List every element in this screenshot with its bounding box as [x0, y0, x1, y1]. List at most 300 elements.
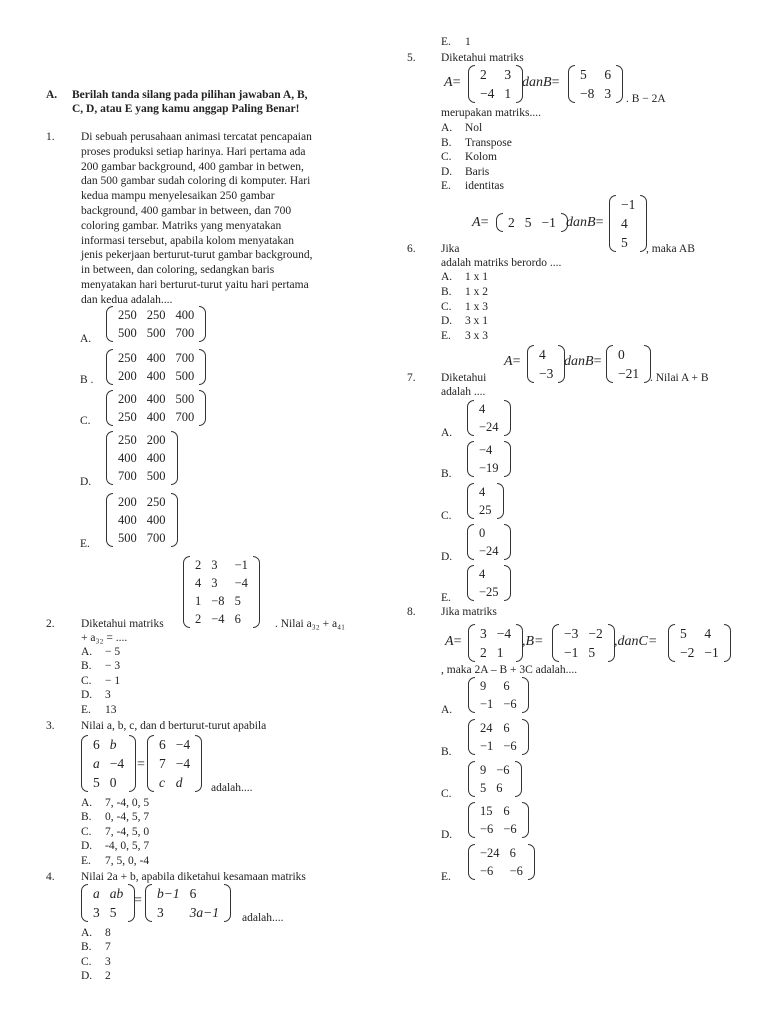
q1-text-line: proses produksi setiap harinya. Hari pertama ada — [81, 145, 306, 158]
matrix-cell: 2 — [480, 67, 487, 82]
option-label[interactable]: C. — [441, 788, 452, 800]
matrix-grid — [474, 441, 504, 477]
matrix-right-bracket — [504, 441, 511, 477]
matrix-cell: 3 — [504, 67, 512, 82]
option-label[interactable]: D. — [80, 476, 92, 488]
option-label[interactable]: E. — [441, 180, 451, 193]
option-text[interactable]: Transpose — [465, 136, 512, 149]
matrix-left-bracket — [468, 624, 475, 662]
matrix-grid — [154, 735, 195, 792]
q4-right-matrix — [145, 884, 231, 922]
matrix-cell: −4 — [175, 737, 191, 752]
option-label[interactable]: C. — [441, 300, 452, 313]
matrix-grid — [474, 565, 504, 601]
matrix-grid — [113, 493, 171, 547]
matrix-grid — [113, 431, 171, 485]
matrix-right-bracket — [171, 493, 178, 547]
option-text[interactable]: 7 — [105, 941, 111, 954]
matrix-left-bracket — [606, 345, 613, 383]
option-label[interactable]: A. — [441, 704, 453, 716]
option-matrix[interactable] — [468, 802, 529, 838]
matrix-cell: 3 — [211, 558, 218, 572]
matrix-cell: 4 — [539, 347, 546, 362]
q5-matrix-b — [568, 65, 623, 103]
matrix-grid — [474, 483, 497, 519]
option-matrix[interactable] — [467, 565, 511, 601]
matrix-cell: 250 — [146, 308, 166, 322]
matrix-grid — [475, 65, 516, 103]
option-label[interactable]: B. — [81, 660, 92, 673]
matrix-cell: a — [93, 886, 100, 901]
option-text[interactable]: 7, -4, 0, 5 — [105, 797, 150, 809]
q4-text: Nilai 2a + b, apabila diketahui kesamaan matriks — [81, 871, 306, 883]
matrix-cell: 5 — [480, 781, 487, 795]
matrix-cell: 5 — [588, 645, 596, 660]
matrix-grid — [559, 624, 608, 662]
matrix-left-bracket — [468, 677, 475, 713]
q8-matrix-a — [468, 624, 523, 662]
option-label[interactable]: C. — [80, 415, 91, 427]
matrix-left-bracket — [467, 524, 474, 560]
option-matrix[interactable] — [468, 844, 535, 880]
matrix-grid — [475, 802, 522, 838]
matrix-cell: −3 — [564, 626, 579, 641]
q8-a-label: A= — [445, 634, 462, 649]
matrix-cell: 5 — [580, 67, 587, 82]
matrix-grid — [474, 400, 504, 436]
option-label[interactable]: D. — [81, 689, 93, 702]
option-label[interactable]: D. — [441, 829, 453, 841]
option-text[interactable]: Baris — [465, 165, 490, 178]
matrix-right-bracket — [497, 483, 504, 519]
matrix-cell: 3 — [157, 905, 164, 920]
matrix-cell: −8 — [211, 594, 225, 608]
matrix-cell: −6 — [503, 739, 517, 753]
matrix-cell: 6 — [509, 846, 516, 860]
q8-line2: , maka 2A – B + 3C adalah.... — [441, 664, 578, 676]
matrix-cell: −6 — [496, 763, 510, 777]
q3-number: 3. — [46, 720, 55, 732]
matrix-cell: 3 — [480, 626, 487, 641]
q7-and-b: danB= — [564, 354, 602, 369]
option-label[interactable]: D. — [81, 840, 93, 853]
matrix-grid — [113, 390, 199, 426]
q6-line2: adalah matriks berordo .... — [441, 257, 562, 269]
option-label[interactable]: D. — [441, 315, 453, 328]
q5-matrix-a — [468, 65, 523, 103]
option-text[interactable]: − 1 — [105, 674, 121, 687]
matrix-cell: 700 — [175, 410, 195, 424]
matrix-left-bracket — [467, 483, 474, 519]
section-letter: A. — [46, 89, 58, 101]
option-text[interactable]: identitas — [465, 180, 504, 193]
q6-matrix-b — [609, 195, 647, 252]
matrix-cell: −6 — [509, 864, 523, 878]
matrix-right-bracket — [528, 844, 535, 880]
option-text[interactable]: Kolom — [465, 151, 497, 164]
instruction-line-1: Berilah tanda silang pada pilihan jawaban A, B, — [72, 89, 308, 101]
matrix-left-bracket — [81, 735, 88, 792]
q6-and-b: danB= — [566, 215, 604, 230]
option-label[interactable]: C. — [81, 674, 92, 687]
matrix-cell: 400 — [146, 513, 166, 527]
option-matrix[interactable] — [467, 400, 511, 436]
option-label[interactable]: C. — [81, 955, 92, 968]
option-matrix[interactable] — [106, 349, 206, 385]
option-text[interactable]: − 3 — [105, 660, 121, 673]
matrix-right-bracket — [616, 65, 623, 103]
matrix-cell: 6 — [604, 67, 612, 82]
q7-line2: adalah .... — [441, 386, 486, 398]
matrix-cell: 6 — [189, 886, 197, 901]
matrix-cell: 200 — [118, 495, 137, 509]
matrix-right-bracket — [504, 400, 511, 436]
matrix-cell: 700 — [175, 326, 195, 340]
option-label[interactable]: B. — [81, 811, 92, 824]
matrix-right-bracket — [224, 884, 231, 922]
option-label[interactable]: C. — [81, 825, 92, 838]
matrix-cell: a — [93, 756, 100, 771]
matrix-cell: c — [159, 775, 165, 790]
q2-line2: + a₃₂ = .... — [81, 632, 128, 644]
matrix-cell: 400 — [175, 308, 195, 322]
matrix-cell: 3a−1 — [189, 905, 219, 920]
q6-a-label: A= — [472, 215, 489, 230]
matrix-left-bracket — [106, 493, 113, 547]
matrix-cell: d — [175, 775, 183, 790]
matrix-cell: 250 — [118, 351, 137, 365]
option-label[interactable]: E. — [81, 703, 91, 716]
matrix-grid — [113, 306, 199, 342]
matrix-left-bracket — [468, 844, 475, 880]
option-label[interactable]: E. — [81, 854, 91, 867]
matrix-cell: b−1 — [157, 886, 180, 901]
matrix-left-bracket — [468, 761, 475, 797]
matrix-cell: −24 — [480, 846, 500, 860]
q5-text: Diketahui matriks — [441, 52, 524, 64]
matrix-right-bracket — [504, 565, 511, 601]
matrix-cell: 2 — [508, 215, 515, 230]
matrix-cell: −1 — [541, 215, 556, 230]
matrix-cell: −4 — [479, 443, 493, 457]
matrix-cell: 9 — [480, 679, 487, 693]
matrix-left-bracket — [496, 213, 503, 232]
matrix-grid — [675, 624, 724, 662]
matrix-cell: 0 — [109, 775, 117, 790]
matrix-cell: 400 — [118, 513, 137, 527]
option-matrix[interactable] — [106, 493, 178, 547]
q1-text-line: dan kedua adalah.... — [81, 293, 173, 306]
option-label[interactable]: B. — [441, 285, 452, 298]
q2-matrix — [183, 556, 260, 628]
matrix-grid — [474, 524, 504, 560]
q1-text-line: informasi tersebut, apabila kolom menyatakan — [81, 234, 295, 247]
matrix-grid — [475, 624, 516, 662]
q6-number: 6. — [407, 243, 416, 255]
matrix-cell: 2 — [195, 612, 202, 626]
option-label[interactable]: E. — [441, 592, 451, 604]
matrix-cell: 5 — [524, 215, 532, 230]
option-text[interactable]: 8 — [105, 927, 111, 939]
matrix-left-bracket — [106, 390, 113, 426]
matrix-cell: 6 — [159, 737, 166, 752]
option-label[interactable]: C. — [441, 510, 452, 522]
matrix-right-bracket — [253, 556, 260, 628]
matrix-cell: 400 — [146, 351, 166, 365]
q8-matrix-b — [552, 624, 615, 662]
option-label[interactable]: C. — [441, 151, 452, 164]
option-label[interactable]: A. — [81, 927, 93, 939]
option-matrix[interactable] — [106, 306, 206, 342]
matrix-cell: −8 — [580, 86, 595, 101]
matrix-cell: −4 — [211, 612, 225, 626]
q1-text-line: Di sebuah perusahaan animasi tercatat pencapaian — [81, 131, 312, 143]
option-text[interactable]: 3 x 3 — [465, 330, 488, 343]
matrix-cell: −4 — [234, 576, 248, 590]
option-text[interactable]: 1 x 3 — [465, 300, 488, 313]
matrix-right-bracket — [199, 349, 206, 385]
matrix-cell: 4 — [621, 216, 628, 231]
matrix-cell: 9 — [480, 763, 487, 777]
matrix-cell: 700 — [146, 531, 166, 545]
matrix-cell: 5 — [93, 775, 100, 790]
option-matrix[interactable] — [468, 719, 529, 755]
matrix-right-bracket — [724, 624, 731, 662]
option-text[interactable]: 0, -4, 5, 7 — [105, 811, 150, 824]
matrix-grid — [616, 195, 640, 252]
matrix-cell: 200 — [146, 433, 166, 447]
option-matrix[interactable] — [468, 761, 522, 797]
matrix-cell: −1 — [480, 739, 494, 753]
q6-matrix-a — [496, 213, 568, 232]
q1-text-line: dan 500 gambar sudah coloring di komputer. Hari — [81, 175, 311, 188]
matrix-left-bracket — [609, 195, 616, 252]
matrix-right-bracket — [522, 677, 529, 713]
matrix-cell: −4 — [496, 626, 512, 641]
option-label[interactable]: E. — [441, 330, 451, 343]
option-label[interactable]: B. — [441, 746, 452, 758]
matrix-left-bracket — [106, 431, 113, 485]
q4-number: 4. — [46, 871, 55, 883]
option-label[interactable]: B. — [441, 468, 452, 480]
matrix-grid — [190, 556, 253, 628]
q5-and-b: danB= — [522, 75, 560, 90]
matrix-left-bracket — [467, 565, 474, 601]
option-text[interactable]: 1 x 1 — [465, 271, 488, 283]
matrix-left-bracket — [568, 65, 575, 103]
option-label[interactable]: B. — [81, 941, 92, 954]
option-label[interactable]: D. — [441, 551, 453, 563]
option-text[interactable]: -4, 0, 5, 7 — [105, 840, 150, 853]
option-matrix[interactable] — [467, 524, 511, 560]
q7-number: 7. — [407, 372, 416, 384]
q1-text-line: menyatakan hari berturut-turut yaitu hari pertama — [81, 279, 309, 291]
matrix-cell: 3 — [211, 576, 218, 590]
q8-number: 8. — [407, 606, 416, 618]
q4-suffix: adalah.... — [242, 912, 284, 924]
matrix-cell: 500 — [146, 469, 166, 483]
q1-text-line: 200 gambar background, 400 gambar in betwen, — [81, 160, 304, 173]
q5-number: 5. — [407, 52, 416, 64]
matrix-cell: 1 — [496, 645, 504, 660]
matrix-left-bracket — [147, 735, 154, 792]
instruction-line-2: C, D, atau E yang kamu anggap Paling Benar! — [72, 103, 300, 115]
q3-text: Nilai a, b, c, dan d berturut-turut apabila — [81, 720, 267, 732]
q1-text-line: coloring gambar. Matriks yang menyatakan — [81, 219, 282, 232]
matrix-cell: 200 — [118, 392, 137, 406]
q6-text: Jika — [441, 243, 460, 255]
matrix-left-bracket — [467, 441, 474, 477]
matrix-right-bracket — [199, 390, 206, 426]
q4-equals: = — [134, 893, 142, 908]
matrix-cell: 400 — [146, 410, 166, 424]
matrix-left-bracket — [106, 349, 113, 385]
matrix-cell: 3 — [604, 86, 612, 101]
option-text[interactable]: 3 — [105, 955, 111, 968]
option-label[interactable]: D. — [81, 970, 93, 983]
option-text[interactable]: − 5 — [105, 646, 121, 658]
matrix-cell: −21 — [618, 366, 640, 381]
q3-equals: = — [137, 757, 145, 772]
matrix-cell: −4 — [109, 756, 125, 771]
q5-line2: merupakan matriks.... — [441, 107, 541, 119]
matrix-right-bracket — [199, 306, 206, 342]
matrix-cell: 5 — [109, 905, 117, 920]
matrix-cell: 6 — [93, 737, 100, 752]
matrix-cell: 0 — [618, 347, 625, 362]
matrix-cell: −1 — [704, 645, 719, 660]
matrix-cell: 4 — [195, 576, 202, 590]
matrix-right-bracket — [195, 735, 202, 792]
matrix-cell: 700 — [118, 469, 137, 483]
matrix-left-bracket — [145, 884, 152, 922]
matrix-left-bracket — [467, 400, 474, 436]
q3-left-matrix — [81, 735, 136, 792]
matrix-left-bracket — [552, 624, 559, 662]
option-text[interactable]: 2 — [105, 970, 111, 983]
matrix-cell: 2 — [480, 645, 487, 660]
matrix-cell: ab — [109, 886, 124, 901]
matrix-cell: 500 — [175, 369, 195, 383]
option-label[interactable]: D. — [441, 165, 453, 178]
option-label[interactable]: E. — [80, 538, 90, 550]
matrix-right-bracket — [129, 735, 136, 792]
matrix-cell: 0 — [479, 526, 486, 540]
matrix-cell: 700 — [175, 351, 195, 365]
option-label[interactable]: A. — [441, 271, 453, 283]
q5-suffix: . B − 2A — [626, 93, 666, 105]
option-text[interactable]: 3 — [105, 689, 111, 702]
matrix-cell: 15 — [480, 804, 493, 818]
option-label[interactable]: A. — [81, 797, 93, 809]
matrix-cell: 6 — [234, 612, 241, 626]
matrix-left-bracket — [468, 719, 475, 755]
option-text[interactable]: 3 x 1 — [465, 315, 488, 328]
matrix-cell: 6 — [496, 781, 503, 795]
matrix-cell: −4 — [175, 756, 191, 771]
option-label[interactable]: B. — [441, 136, 452, 149]
matrix-cell: −19 — [479, 461, 499, 475]
matrix-cell: 500 — [175, 392, 195, 406]
matrix-cell: 5 — [621, 235, 628, 250]
matrix-cell: 6 — [503, 721, 510, 735]
option-matrix[interactable] — [467, 441, 511, 477]
option-matrix[interactable] — [106, 390, 206, 426]
option-text[interactable]: Nol — [465, 122, 483, 134]
matrix-cell: −6 — [503, 822, 517, 836]
matrix-cell: −25 — [479, 585, 499, 599]
matrix-cell: 25 — [479, 503, 492, 517]
matrix-grid — [475, 761, 515, 797]
q3-right-matrix — [147, 735, 202, 792]
matrix-left-bracket — [468, 802, 475, 838]
matrix-cell: −4 — [480, 86, 495, 101]
option-matrix[interactable] — [106, 431, 178, 485]
option-label[interactable]: A. — [81, 646, 93, 658]
matrix-cell: −2 — [588, 626, 603, 641]
q6-suffix: , maka AB — [646, 243, 695, 255]
q7-a-label: A= — [504, 354, 521, 369]
option-text[interactable]: 7, -4, 5, 0 — [105, 825, 150, 838]
matrix-cell: −24 — [479, 544, 499, 558]
option-matrix[interactable] — [468, 677, 529, 713]
matrix-right-bracket — [515, 761, 522, 797]
q4-option-e-text: 1 — [465, 36, 471, 48]
matrix-grid — [475, 719, 522, 755]
option-text[interactable]: 13 — [105, 703, 117, 716]
option-label[interactable]: A. — [80, 333, 92, 345]
option-matrix[interactable] — [467, 483, 504, 519]
matrix-grid — [475, 677, 522, 713]
matrix-cell: −3 — [539, 366, 554, 381]
matrix-right-bracket — [522, 802, 529, 838]
matrix-cell: 3 — [93, 905, 100, 920]
q7-text: Diketahui — [441, 372, 487, 384]
matrix-grid — [88, 735, 129, 792]
matrix-cell: 200 — [118, 369, 137, 383]
matrix-cell: 5 — [680, 626, 687, 641]
option-label[interactable]: A. — [441, 427, 453, 439]
matrix-cell: 250 — [118, 308, 137, 322]
matrix-grid — [113, 349, 199, 385]
matrix-cell: −24 — [479, 420, 499, 434]
matrix-left-bracket — [468, 65, 475, 103]
matrix-cell: 6 — [503, 804, 510, 818]
q3-suffix: adalah.... — [211, 782, 253, 794]
option-label[interactable]: E. — [441, 871, 451, 883]
q8-matrix-c — [668, 624, 731, 662]
q8-c-label: ,danC= — [614, 634, 658, 649]
matrix-cell: −1 — [564, 645, 579, 660]
matrix-cell: 400 — [146, 369, 166, 383]
matrix-cell: −1 — [234, 558, 248, 572]
matrix-left-bracket — [668, 624, 675, 662]
matrix-grid — [88, 884, 128, 922]
option-label[interactable]: A. — [441, 122, 453, 134]
matrix-cell: −1 — [621, 197, 636, 212]
matrix-cell: 6 — [503, 679, 510, 693]
option-text[interactable]: 7, 5, 0, -4 — [105, 854, 150, 867]
matrix-right-bracket — [504, 524, 511, 560]
matrix-cell: b — [109, 737, 117, 752]
matrix-cell: 2 — [195, 558, 202, 572]
matrix-grid — [503, 213, 561, 232]
option-text[interactable]: 1 x 2 — [465, 285, 488, 298]
q2-number: 2. — [46, 618, 55, 630]
q4-option-e-label: E. — [441, 36, 451, 48]
option-label[interactable]: B . — [80, 374, 94, 386]
q7-matrix-b — [606, 345, 651, 383]
